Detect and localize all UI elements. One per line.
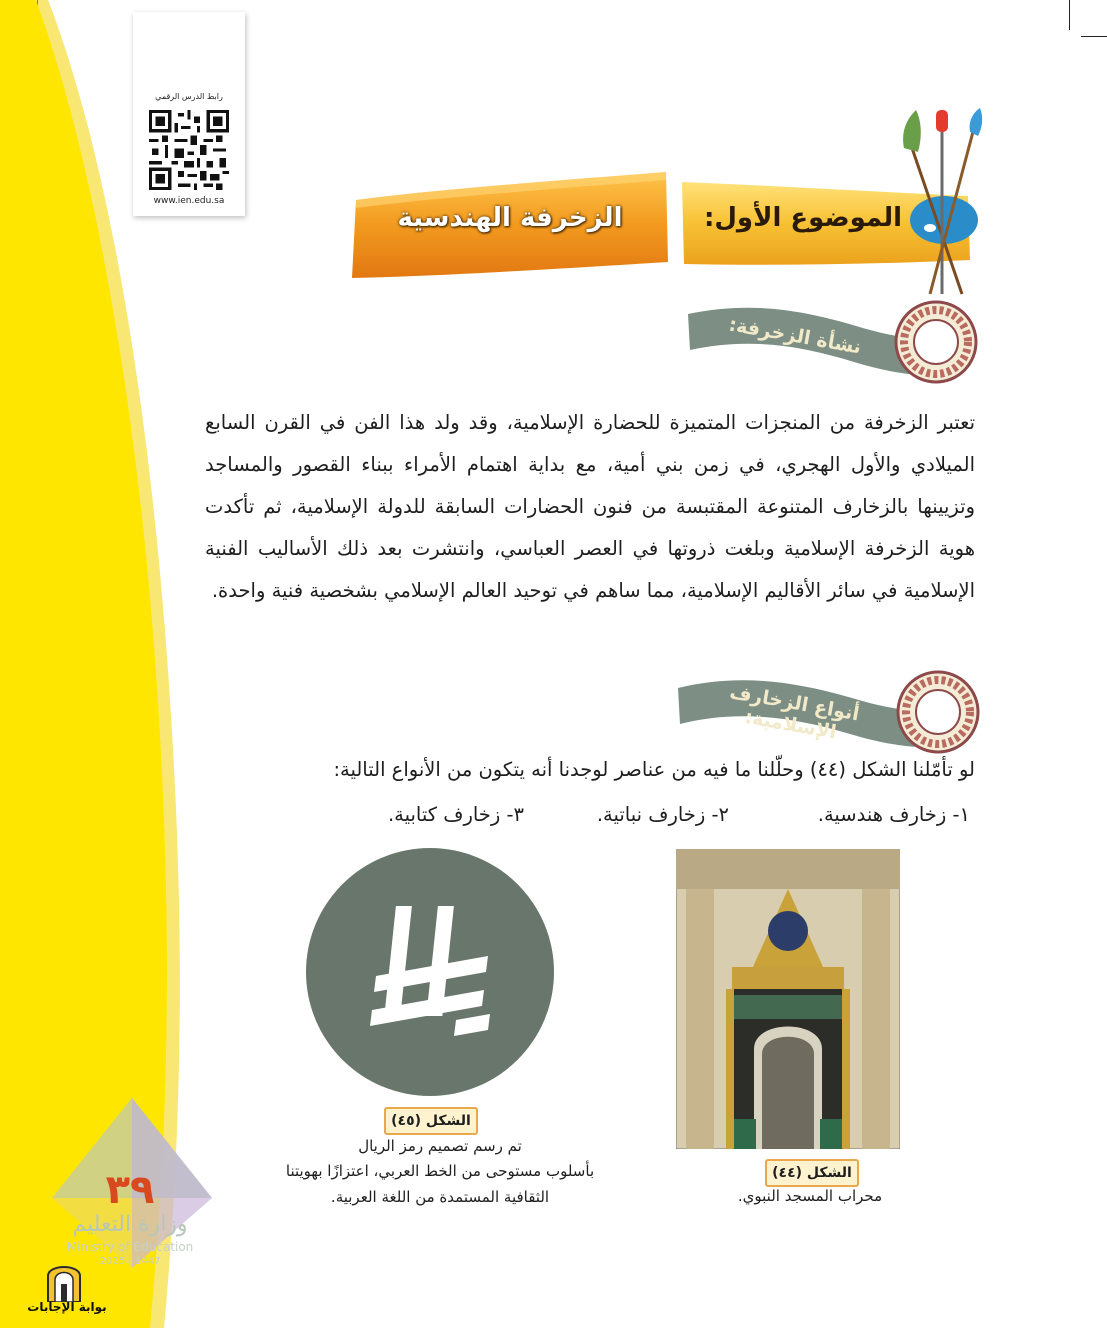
- topic-label: الموضوع الأول:: [703, 203, 903, 233]
- types-intro: لو تأمّلنا الشكل (٤٤) وحلّلنا ما فيه من عناصر لوجدنا أنه يتكون من الأنواع التالية:: [333, 758, 975, 781]
- figure-44-caption: محراب المسجد النبوي.: [737, 1187, 883, 1205]
- ministry-name-english: Ministry of Education: [66, 1240, 194, 1254]
- qr-label: رابط الدرس الرقمي: [155, 92, 223, 101]
- portal-name[interactable]: بوابة الإجابات: [27, 1300, 107, 1314]
- ministry-year: 2025 - 1447: [99, 1256, 161, 1267]
- crop-mark: [1081, 36, 1107, 37]
- lesson-title: الزخرفة الهندسية: [397, 203, 623, 233]
- paint-brushes-icon: [900, 108, 986, 298]
- page-number: ٣٩: [105, 1167, 155, 1213]
- qr-code-icon[interactable]: [149, 110, 229, 190]
- section-heading-types: أنواع الزخارف الإسلامية:: [728, 680, 861, 744]
- digital-lesson-qr-card[interactable]: [133, 12, 245, 216]
- mihrab-photo: [676, 849, 900, 1149]
- figure-44-label: الشكل (٤٤): [765, 1159, 859, 1187]
- type-calligraphic: ٣- زخارف كتابية.: [387, 803, 524, 826]
- section-heading-origin: نشأة الزخرفة:: [727, 313, 863, 359]
- portal-logo-icon[interactable]: [44, 1258, 84, 1302]
- figure-45-caption-line: تم رسم تصميم رمز الريال: [358, 1137, 522, 1155]
- figure-45-caption-line: بأسلوب مستوحى من الخط العربي، اعتزازًا بهويتنا: [285, 1162, 595, 1180]
- qr-url[interactable]: www.ien.edu.sa: [153, 196, 225, 206]
- crop-mark: [1069, 0, 1070, 30]
- type-floral: ٢- زخارف نباتية.: [596, 803, 729, 826]
- origin-paragraph: تعتبر الزخرفة من المنجزات المتميزة للحضارة الإسلامية، وقد ولد هذا الفن في القرن السابع الميلادي والأول الهجري، في زمن بني أمية، مع بداية اهتمام الأمراء ببناء القصور والمساجد وتزيينها بالزخارف المتنوعة المقتبسة من فنون الحضارات السابقة للدولة الإسلامية، ثم تأكدت هوية الزخرفة الإسلامية وبلغت ذروتها في العصر العباسي، وانتشرت بعد ذلك الأساليب الفنية الإسلامية في سائر الأقاليم الإسلامية، مما ساهم في توحيد العالم الإسلامي بشخصية فنية واحدة.: [205, 411, 975, 602]
- riyal-symbol-icon: [306, 848, 554, 1096]
- type-geometric: ١- زخارف هندسية.: [817, 803, 970, 826]
- ministry-name-arabic: وزارة التعليم: [72, 1212, 188, 1237]
- figure-45-caption-line: الثقافية المستمدة من اللغة العربية.: [330, 1188, 550, 1206]
- figure-45-label: الشكل (٤٥): [384, 1107, 478, 1135]
